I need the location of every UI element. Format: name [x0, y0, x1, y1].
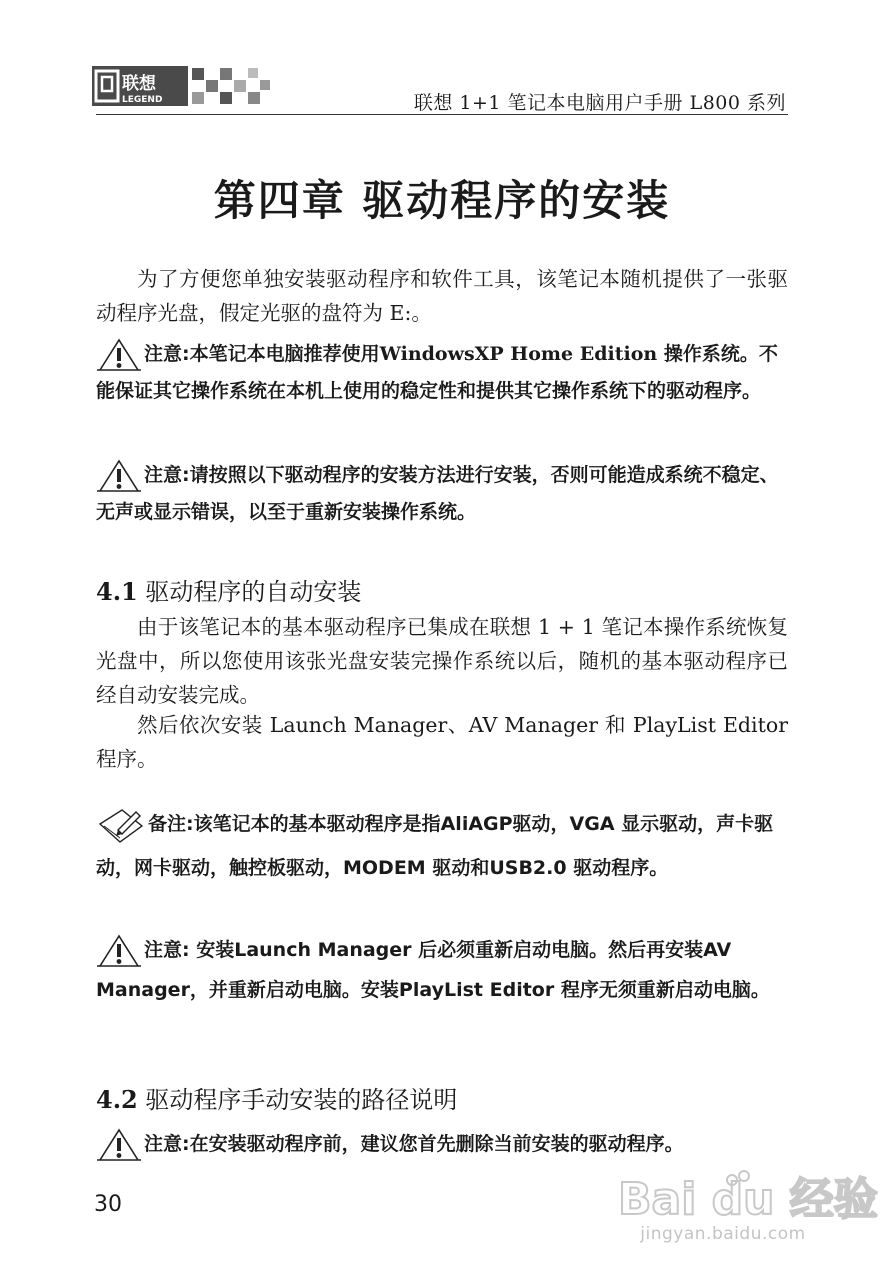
section-4-1-paragraph-2: 然后依次安装 Launch Manager、AV Manager 和 PlayList Editor 程序。	[96, 713, 788, 771]
section-4-1-title: 驱动程序的自动安装	[145, 578, 362, 606]
section-4-2-title: 驱动程序手动安装的路径说明	[145, 1086, 458, 1114]
note-1-rest: 操作系统。不能保证其它操作系统在本机上使用的稳定性和提供其它操作系统下的驱动程序。	[96, 343, 778, 402]
page-number: 30	[94, 1192, 122, 1217]
note-1-os-name: WindowsXP Home Edition	[379, 343, 658, 365]
logo-en: LEGEND	[122, 95, 163, 105]
note-2-text: 注意:请按照以下驱动程序的安装方法进行安装，否则可能造成系统不稳定、无声或显示错误，以至于重新安装操作系统。	[96, 464, 779, 523]
section-4-2-number: 4.2	[96, 1085, 138, 1114]
memo-pen-icon	[96, 804, 148, 846]
warning-icon	[96, 933, 142, 969]
legend-logo	[92, 62, 272, 110]
section-4-1-number: 4.1	[96, 577, 138, 606]
warning-icon	[96, 337, 142, 373]
note-3-text: 注意: 安装Launch Manager 后必须重新启动电脑。然后再安装AV Manager，并重新启动电脑。安装PlayList Editor 程序无须重新启动电脑。	[96, 939, 770, 1001]
warning-icon	[96, 458, 142, 494]
section-4-2-heading	[96, 1080, 457, 1115]
memo-text: 备注:该笔记本的基本驱动程序是指AliAGP驱动，VGA 显示驱动，声卡驱动，网卡驱动，触控板驱动，MODEM 驱动和USB2.0 驱动程序。	[96, 813, 774, 879]
note-4-text: 注意:在安装驱动程序前，建议您首先删除当前安装的驱动程序。	[144, 1133, 684, 1155]
section-4-1-heading	[96, 572, 361, 607]
warning-icon	[96, 1127, 142, 1163]
logo-cn: 联想	[122, 74, 156, 94]
memo-note	[96, 802, 788, 890]
header-title: 联想 1+1 笔记本电脑用户手册 L800 系列	[413, 92, 786, 114]
note-3	[96, 930, 788, 1010]
note-1-prefix: 注意:本笔记本电脑推荐使用	[144, 343, 380, 365]
intro-paragraph: 为了方便您单独安装驱动程序和软件工具，该笔记本随机提供了一张驱动程序光盘，假定光驱的盘符为 E:。	[96, 267, 788, 325]
chapter-title: 第四章 驱动程序的安装	[213, 176, 671, 225]
section-4-1-paragraph-1: 由于该笔记本的基本驱动程序已集成在联想 1 + 1 笔记本操作系统恢复光盘中，所以您使用该张光盘安装完操作系统以后，随机的基本驱动程序已经自动安装完成。	[96, 615, 788, 707]
watermark-url: jingyan.baidu.com	[640, 1224, 806, 1244]
watermark-brand: Bai du 经验	[618, 1174, 878, 1225]
note-2	[96, 457, 788, 530]
note-1	[96, 336, 788, 409]
header-divider	[96, 114, 788, 115]
